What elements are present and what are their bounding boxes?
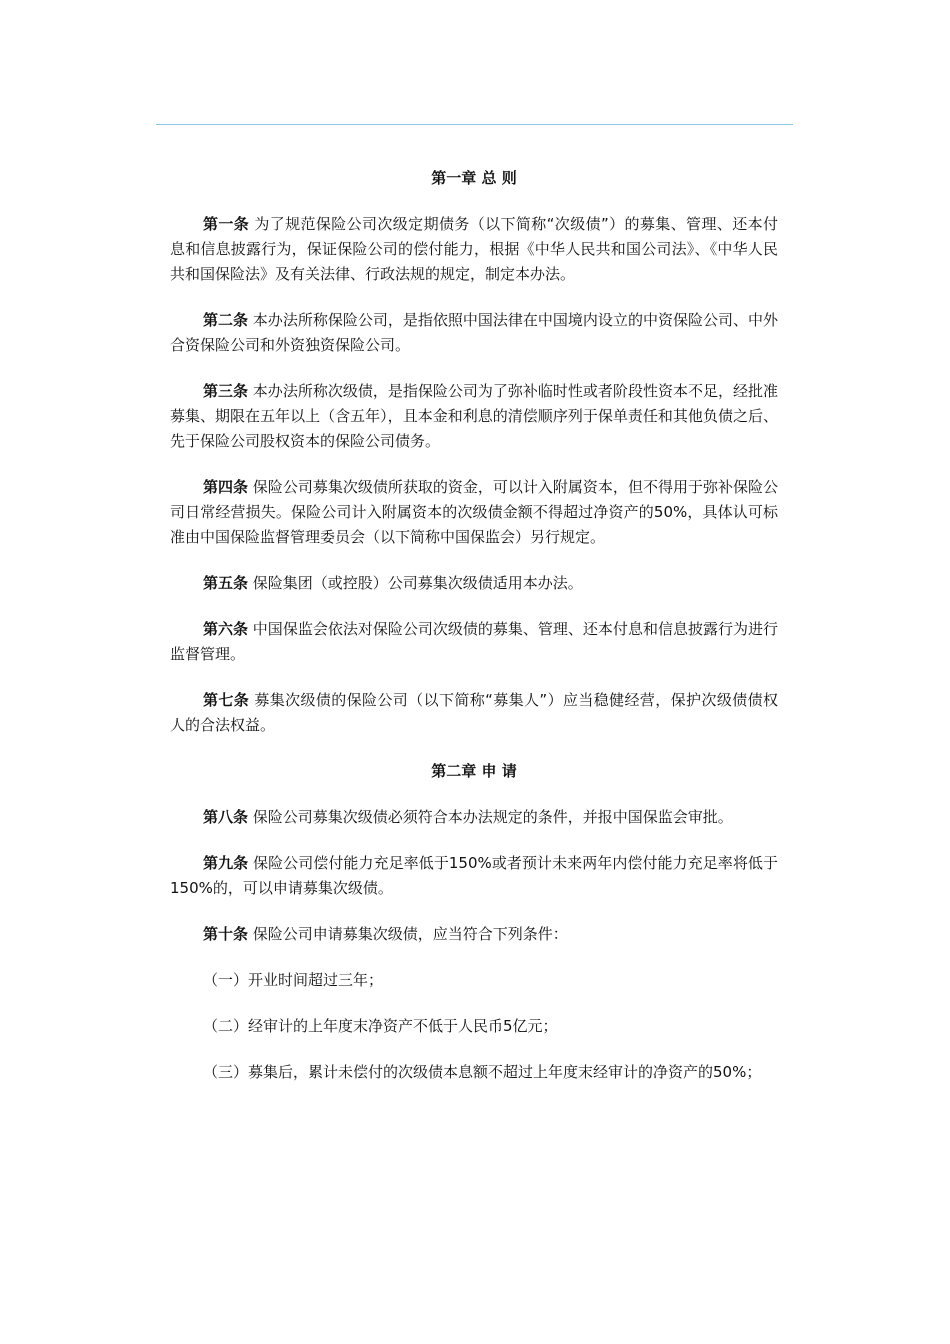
article-label: 第十条 [203,925,249,943]
article-text: 本办法所称保险公司，是指依照中国法律在中国境内设立的中资保险公司、中外合资保险公司和外资独资保险公司。 [170,311,778,354]
article-text: 保险公司募集次级债必须符合本办法规定的条件，并报中国保监会审批。 [248,808,733,826]
article-2 [170,308,778,358]
article-label: 第五条 [203,574,249,592]
article-text: 保险公司申请募集次级债，应当符合下列条件： [248,925,568,943]
article-label: 第六条 [203,620,249,638]
article-label: 第三条 [203,382,249,400]
list-item: （一）开业时间超过三年； [203,971,384,989]
article-text: 募集次级债的保险公司（以下简称“募集人”）应当稳健经营，保护次级债债权人的合法权益。 [170,691,778,734]
article-text: 保险集团（或控股）公司募集次级债适用本办法。 [248,574,583,592]
article-text: 保险公司偿付能力充足率低于150%或者预计未来两年内偿付能力充足率将低于150%的，可以申请募集次级债。 [170,854,778,897]
article-3 [170,379,778,454]
article-label: 第八条 [203,808,249,826]
article-text: 保险公司募集次级债所获取的资金，可以计入附属资本，但不得用于弥补保险公司日常经营损失。保险公司计入附属资本的次级债金额不得超过净资产的50%，具体认可标准由中国保险监督管理委员会（以下简称中国保监会）另行规定。 [170,478,778,546]
article-text: 中国保监会依法对保险公司次级债的募集、管理、还本付息和信息披露行为进行监督管理。 [170,620,778,663]
article-text: 本办法所称次级债，是指保险公司为了弥补临时性或者阶段性资本不足，经批准募集、期限在五年以上（含五年），且本金和利息的清偿顺序列于保单责任和其他负债之后、先于保险公司股权资本的保险公司债务。 [170,382,778,450]
article-7 [170,688,778,738]
chapter-2-title: 第二章 申 请 [431,762,517,780]
header-rule [156,124,793,125]
chapter-1-title: 第一章 总 则 [431,169,517,187]
document-body [170,166,778,1106]
article-8 [170,805,778,830]
article-4 [170,475,778,550]
list-item: （三）募集后，累计未偿付的次级债本息额不超过上年度末经审计的净资产的50%； [203,1063,762,1081]
article-label: 第四条 [203,478,249,496]
article-1 [170,212,778,287]
article-label: 第九条 [203,854,249,872]
article-5 [170,571,778,596]
list-item: （二）经审计的上年度末净资产不低于人民币5亿元； [203,1017,558,1035]
article-text: 为了规范保险公司次级定期债务（以下简称“次级债”）的募集、管理、还本付息和信息披露行为，保证保险公司的偿付能力，根据《中华人民共和国公司法》、《中华人民共和国保险法》及有关法律、行政法规的规定，制定本办法。 [170,215,778,283]
article-9 [170,851,778,901]
article-6 [170,617,778,667]
article-label: 第二条 [203,311,249,329]
article-label: 第一条 [203,215,250,233]
article-label: 第七条 [203,691,250,709]
article-10 [170,922,778,947]
